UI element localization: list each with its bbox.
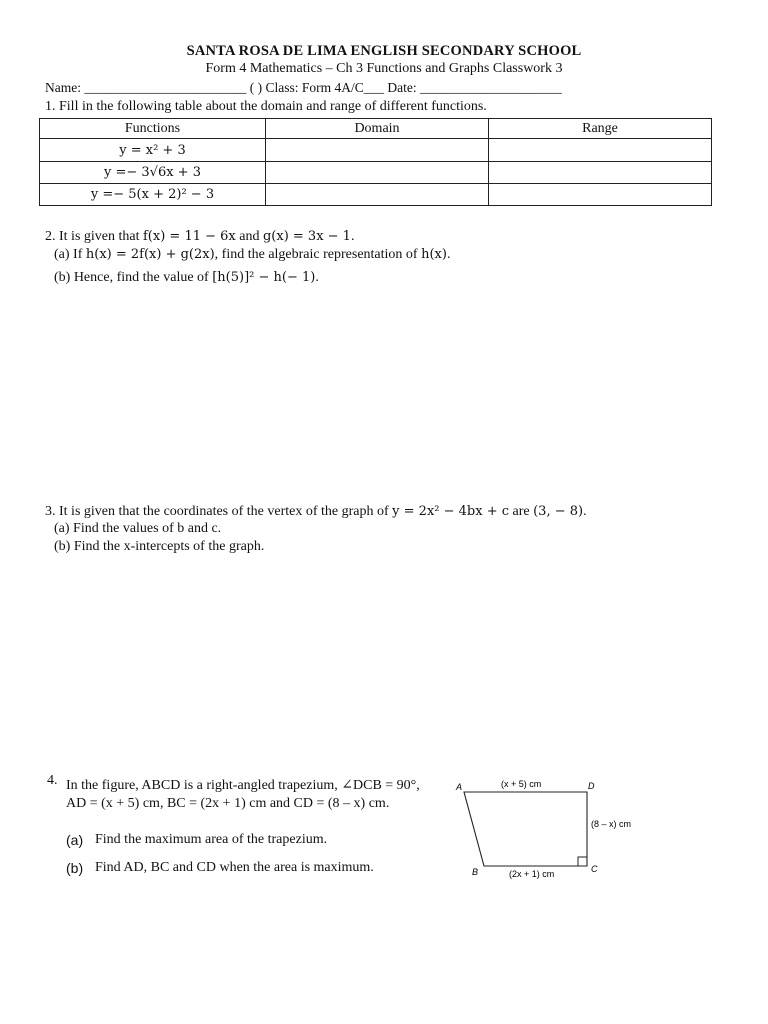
q3-part-b: (b) Find the x-intercepts of the graph.	[54, 539, 265, 554]
vertex-label-b: B	[472, 867, 479, 877]
table-row	[40, 162, 712, 184]
top-side-length: (x + 5) cm	[501, 779, 542, 789]
domain-cell[interactable]	[266, 162, 489, 184]
q2-intro	[45, 229, 354, 245]
q4b-label: (b)	[66, 860, 84, 876]
right-side-length: (8 – x) cm	[591, 819, 632, 829]
vertex-label-a: A	[456, 782, 463, 792]
g-definition: g(x) = 3x − 1	[262, 229, 351, 244]
worksheet-subtitle: Form 4 Mathematics – Ch 3 Functions and Graphs Classwork 3	[205, 61, 563, 76]
q2b-pre: (b) Hence, find the value of	[54, 270, 213, 285]
range-cell[interactable]	[489, 162, 712, 184]
q2a-mid: , find the algebraic representation of	[214, 247, 422, 262]
q4-line1: In the figure, ABCD is a right-angled trapezium, ∠DCB = 90°,	[66, 778, 420, 793]
q2-part-b	[54, 270, 319, 286]
q2-intro-text: 2. It is given that	[45, 229, 143, 244]
q2b-end: .	[315, 270, 319, 285]
range-cell[interactable]	[489, 184, 712, 206]
q4b-text: Find AD, BC and CD when the area is maximum.	[95, 860, 374, 875]
name-class-date-line: Name: ________________________ ( ) Class: Form 4A/C___ Date: _____________________	[45, 80, 562, 95]
hx-symbol: h(x)	[421, 247, 447, 262]
domain-cell[interactable]	[266, 184, 489, 206]
domain-cell[interactable]	[266, 139, 489, 162]
header-functions: Functions	[40, 119, 266, 139]
trapezium-shape	[464, 792, 587, 866]
function-cell: y =− 5(x + 2)² − 3	[40, 184, 266, 206]
f-definition: f(x) = 11 − 6x	[143, 229, 236, 244]
q3-pre: 3. It is given that the coordinates of the vertex of the graph of	[45, 504, 393, 519]
trapezium-figure	[452, 772, 652, 884]
functions-table	[39, 118, 712, 206]
school-name: SANTA ROSA DE LIMA ENGLISH SECONDARY SCHOOL	[186, 43, 582, 59]
q2-period: .	[350, 229, 355, 244]
function-cell: y = x² + 3	[40, 139, 266, 162]
header-range: Range	[489, 119, 712, 139]
q3-equation: y = 2x² − 4bx + c	[392, 504, 510, 519]
vertex-label-d: D	[588, 781, 595, 791]
range-cell[interactable]	[489, 139, 712, 162]
right-angle-marker	[578, 857, 587, 866]
q3-intro	[45, 504, 587, 520]
q3-part-a: (a) Find the values of b and c.	[54, 521, 222, 536]
bottom-side-length: (2x + 1) cm	[509, 869, 555, 879]
q3-end: .	[583, 504, 587, 519]
q4a-text: Find the maximum area of the trapezium.	[95, 832, 328, 847]
q2a-end: .	[446, 247, 451, 262]
q3-vertex: (3, − 8)	[533, 504, 584, 519]
q4-line2: AD = (x + 5) cm, BC = (2x + 1) cm and CD = (8 – x) cm.	[66, 796, 390, 811]
table-row	[40, 184, 712, 206]
q3-mid: are	[509, 504, 534, 519]
q2-and-text: and	[235, 229, 263, 244]
header-domain: Domain	[266, 119, 489, 139]
q4a-label: (a)	[66, 832, 84, 848]
q2-part-a	[54, 247, 450, 263]
function-cell: y =− 3√6x + 3	[40, 162, 266, 184]
q4-number: 4.	[47, 773, 58, 788]
h-definition: h(x) = 2f(x) + g(2x)	[85, 247, 215, 262]
q2b-expression: [h(5)]² − h(− 1)	[212, 270, 316, 285]
q2a-pre: (a) If	[54, 247, 86, 262]
vertex-label-c: C	[591, 864, 598, 874]
table-row	[40, 139, 712, 162]
q1-instruction: 1. Fill in the following table about the domain and range of different functions.	[45, 99, 487, 114]
